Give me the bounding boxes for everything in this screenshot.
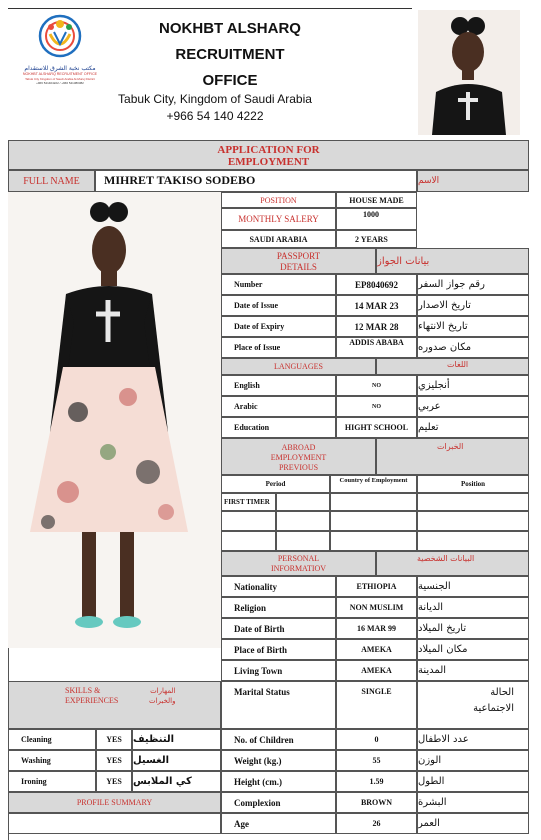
marital-arabic-2: الاجتماعية: [473, 703, 514, 714]
children-value: 0: [374, 735, 379, 744]
weight-value-cell: [336, 750, 417, 771]
lang-arabic-label: Arabic: [234, 402, 258, 411]
education-label: Education: [234, 423, 270, 432]
skill-ironing-arabic-cell: [132, 771, 221, 792]
town-label-cell: [221, 660, 336, 681]
skill-cleaning-arabic-cell: [132, 729, 221, 750]
title-text: APPLICATION FOR EMPLOYMENT: [217, 144, 320, 168]
personal-header: PERSONAL INFORMATIOV: [270, 554, 327, 573]
skill-washing-label-cell: [8, 750, 96, 771]
abroad-row1-a: [221, 493, 276, 511]
languages-header-ar-cell: [376, 358, 529, 375]
education-value: HIGHT SCHOOL: [344, 423, 409, 432]
company-name-line3: OFFICE: [202, 72, 258, 89]
height-value-cell: [336, 771, 417, 792]
religion-label-cell: [221, 597, 336, 618]
lang-arabic-arabic-cell: [417, 396, 529, 417]
height-label: Height (cm.): [234, 776, 282, 787]
marital-arabic-block: [418, 682, 528, 717]
contract-duration-cell: [336, 230, 417, 248]
col-position: Position: [460, 480, 486, 488]
complexion-arabic: البشرة: [418, 797, 447, 808]
profile-summary-header: PROFILE SUMMARY: [76, 798, 153, 807]
age-label: Age: [234, 818, 249, 829]
passport-number-label-cell: [221, 274, 336, 295]
passport-number-value-cell: [336, 274, 417, 295]
skill-washing-arabic: الغسيل: [133, 755, 170, 766]
passport-issue-arabic: تاريخ الاصدار: [418, 300, 471, 311]
children-arabic: عدد الاطفال: [418, 734, 469, 745]
nationality-value-cell: [336, 576, 417, 597]
abroad-row2-d: [417, 511, 529, 531]
abroad-row2-a: [221, 511, 276, 531]
nationality-value: ETHIOPIA: [356, 582, 397, 591]
dob-arabic: تاريخ الميلاد: [418, 623, 467, 634]
dob-label: Date of Birth: [234, 623, 285, 634]
position-label: POSITION: [260, 195, 297, 205]
skills-header-cell: [8, 681, 221, 729]
nationality-arabic: الجنسية: [418, 581, 451, 592]
lang-english-label: English: [234, 381, 260, 390]
abroad-row3-a: [221, 531, 276, 551]
skill-ironing-label-cell: [8, 771, 96, 792]
personal-header-cell: [221, 551, 376, 576]
passport-number-arabic: رقم جواز السفر: [418, 279, 485, 290]
logo-emblem-icon: [20, 10, 100, 60]
weight-label-cell: [221, 750, 336, 771]
complexion-value-cell: [336, 792, 417, 813]
passport-expiry-label: Date of Expiry: [234, 322, 285, 331]
skill-cleaning-label: Cleaning: [21, 735, 52, 744]
nationality-label-cell: [221, 576, 336, 597]
passport-header-arabic: بيانات الجواز: [377, 255, 430, 267]
passport-number-label: Number: [234, 280, 263, 289]
skill-washing-label: Washing: [21, 756, 51, 765]
weight-arabic: الوزن: [418, 755, 442, 766]
passport-place-arabic-cell: [417, 337, 529, 358]
complexion-value: BROWN: [360, 798, 393, 807]
religion-value-cell: [336, 597, 417, 618]
full-name-value-cell: [95, 170, 417, 192]
religion-value: NON MUSLIM: [349, 603, 404, 612]
education-label-cell: [221, 417, 336, 438]
col-country: Country of Employment: [339, 477, 408, 484]
abroad-header: ABROAD EMPLOYMENT PREVIOUS: [270, 443, 327, 472]
profile-summary-body: [8, 813, 221, 834]
full-name-label: FULL NAME: [23, 175, 80, 187]
education-value-cell: [336, 417, 417, 438]
position-value: HOUSE MADE: [349, 195, 404, 205]
salary-label: MONTHLY SALERY: [238, 214, 319, 224]
languages-header: LANGUAGES: [274, 362, 323, 371]
skill-ironing-value: YES: [106, 777, 122, 786]
full-name-arabic: الاسم: [418, 176, 440, 186]
education-arabic: تعليم: [418, 422, 439, 433]
passport-place-value: ADDIS ABABA: [349, 338, 404, 347]
lang-english-value-cell: [336, 375, 417, 396]
age-arabic: العمر: [418, 818, 440, 829]
skills-header-arabic: [149, 686, 176, 706]
weight-value: 55: [372, 756, 381, 765]
lang-arabic-value-cell: [336, 396, 417, 417]
pob-arabic-cell: [417, 639, 529, 660]
town-value: AMEKA: [361, 666, 392, 675]
passport-place-label-cell: [221, 337, 336, 358]
abroad-row1-d: [417, 493, 529, 511]
height-value: 1.59: [369, 777, 384, 786]
skill-ironing-label: Ironing: [21, 777, 47, 786]
skill-cleaning-value-cell: [96, 729, 132, 750]
personal-header-ar-cell: [376, 551, 529, 576]
personal-header-arabic: البيانات الشخصية: [417, 554, 475, 563]
pob-label-cell: [221, 639, 336, 660]
dob-label-cell: [221, 618, 336, 639]
marital-arabic-cell: [417, 681, 529, 729]
full-name-label-cell: [8, 170, 95, 192]
passport-number-value: EP8040692: [354, 279, 398, 290]
town-arabic: المدينة: [418, 665, 447, 676]
marital-label-cell: [221, 681, 336, 729]
passport-number-arabic-cell: [417, 274, 529, 295]
abroad-row1-b: [276, 493, 330, 511]
abroad-header-arabic: الخبرات: [437, 442, 464, 451]
age-value-cell: [336, 813, 417, 834]
lang-english-label-cell: [221, 375, 336, 396]
col-period-cell: [221, 475, 330, 493]
logo-arabic-name: مكتب نخبة الشرق للاستقدام: [24, 65, 96, 72]
company-name-line1: NOKHBT ALSHARQ: [159, 20, 301, 37]
header-top-line: [8, 8, 412, 9]
lang-arabic-label-cell: [221, 396, 336, 417]
town-label: Living Town: [234, 665, 283, 676]
nationality-arabic-cell: [417, 576, 529, 597]
town-arabic-cell: [417, 660, 529, 681]
lang-arabic-arabic: عربي: [418, 401, 441, 412]
skill-washing-value-cell: [96, 750, 132, 771]
children-label: No. of Children: [234, 734, 294, 745]
passport-header: PASSPORT DETAILS: [276, 251, 321, 272]
passport-issue-arabic-cell: [417, 295, 529, 316]
passport-issue-label: Date of Issue: [234, 301, 278, 310]
logo-phones: +966 541404222 / +966 541380382: [36, 81, 84, 85]
col-country-cell: [330, 475, 417, 493]
religion-arabic-cell: [417, 597, 529, 618]
contract-duration: 2 YEARS: [355, 235, 388, 244]
passport-issue-value-cell: [336, 295, 417, 316]
company-name-line2: RECRUITMENT: [175, 46, 285, 63]
col-position-cell: [417, 475, 529, 493]
nationality-label: Nationality: [234, 581, 278, 592]
children-arabic-cell: [417, 729, 529, 750]
town-value-cell: [336, 660, 417, 681]
dob-value-cell: [336, 618, 417, 639]
lang-english-arabic: أنجليزي: [418, 380, 450, 391]
passport-expiry-arabic: تاريخ الانتهاء: [418, 321, 468, 332]
skill-cleaning-label-cell: [8, 729, 96, 750]
contract-country: SAUDI ARABIA: [249, 234, 308, 244]
pob-value-cell: [336, 639, 417, 660]
passport-place-value-cell: [336, 337, 417, 358]
children-label-cell: [221, 729, 336, 750]
full-name-value: MIHRET TAKISO SODEBO: [104, 173, 256, 187]
passport-header-cell: [221, 248, 376, 274]
height-arabic-cell: [417, 771, 529, 792]
pob-value: AMEKA: [361, 645, 392, 654]
profile-summary-header-cell: [8, 792, 221, 813]
passport-expiry-arabic-cell: [417, 316, 529, 337]
passport-issue-value: 14 MAR 23: [354, 300, 399, 311]
languages-header-cell: [221, 358, 376, 375]
religion-label: Religion: [234, 602, 267, 613]
dob-arabic-cell: [417, 618, 529, 639]
skill-washing-arabic-cell: [132, 750, 221, 771]
age-label-cell: [221, 813, 336, 834]
abroad-header-ar-cell: [376, 438, 529, 475]
passport-expiry-value-cell: [336, 316, 417, 337]
skill-cleaning-arabic: التنظيف: [133, 734, 175, 745]
contract-country-cell: [221, 230, 336, 248]
company-address-block: [90, 91, 340, 125]
abroad-row2-c: [330, 511, 417, 531]
abroad-header-cell: [221, 438, 376, 475]
marital-label: Marital Status: [234, 687, 290, 697]
company-name-block: [110, 16, 350, 94]
position-value-cell: [336, 192, 417, 208]
salary-label-cell: [221, 208, 336, 230]
skill-cleaning-value: YES: [106, 735, 122, 744]
abroad-row1-c: [330, 493, 417, 511]
religion-arabic: الديانة: [418, 602, 444, 613]
position-label-cell: [221, 192, 336, 208]
skills-header-arabic-1: المهارات: [150, 687, 176, 695]
passport-expiry-value: 12 MAR 28: [354, 321, 399, 332]
dob-value: 16 MAR 99: [356, 624, 397, 633]
lang-arabic-value: NO: [372, 403, 381, 410]
pob-arabic: مكان الميلاد: [418, 644, 468, 655]
age-arabic-cell: [417, 813, 529, 834]
title-banner: [8, 140, 529, 170]
lang-english-arabic-cell: [417, 375, 529, 396]
height-arabic: الطول: [418, 776, 445, 787]
salary-value-cell: [336, 208, 417, 230]
marital-value: SINGLE: [361, 687, 392, 696]
abroad-row3-b: [276, 531, 330, 551]
company-phone: +966 54 140 4222: [166, 109, 264, 123]
col-period: Period: [265, 480, 286, 488]
passport-issue-label-cell: [221, 295, 336, 316]
headshot-photo: [418, 10, 520, 135]
complexion-label-cell: [221, 792, 336, 813]
salary-value: 1000: [363, 210, 379, 219]
complexion-arabic-cell: [417, 792, 529, 813]
logo-address: Tabuk City Kingdom of Saudi Arabia Al-Muruj District: [25, 77, 95, 81]
skills-header-arabic-2: والخبرات: [149, 697, 176, 705]
education-arabic-cell: [417, 417, 529, 438]
abroad-row3-d: [417, 531, 529, 551]
languages-header-arabic: اللغات: [447, 360, 469, 369]
first-timer-label: FIRST TIMER: [224, 498, 270, 506]
logo-english-name: NOKHBT ALSHARQ RECRUITMENT OFFICE: [22, 72, 98, 76]
complexion-label: Complexion: [234, 797, 281, 808]
lang-english-value: NO: [372, 382, 381, 389]
passport-expiry-label-cell: [221, 316, 336, 337]
skill-ironing-value-cell: [96, 771, 132, 792]
abroad-row2-b: [276, 511, 330, 531]
passport-place-label: Place of Issue: [234, 343, 281, 352]
weight-label: Weight (kg.): [234, 755, 282, 766]
full-body-photo: [8, 192, 221, 648]
skills-header: SKILLS & EXPERIENCES: [65, 686, 119, 705]
marital-value-cell: [336, 681, 417, 729]
age-value: 26: [372, 819, 381, 828]
company-city: Tabuk City, Kingdom of Saudi Arabia: [118, 92, 312, 106]
abroad-row3-c: [330, 531, 417, 551]
company-logo: [20, 10, 100, 88]
passport-header-ar-cell: [376, 248, 529, 274]
marital-arabic-1: الحالة: [490, 687, 514, 698]
skill-ironing-arabic: كي الملابس: [133, 776, 192, 787]
passport-place-arabic: مكان صدوره: [418, 342, 472, 353]
children-value-cell: [336, 729, 417, 750]
pob-label: Place of Birth: [234, 644, 287, 655]
weight-arabic-cell: [417, 750, 529, 771]
full-name-arabic-cell: [417, 170, 529, 192]
skill-washing-value: YES: [106, 756, 122, 765]
height-label-cell: [221, 771, 336, 792]
